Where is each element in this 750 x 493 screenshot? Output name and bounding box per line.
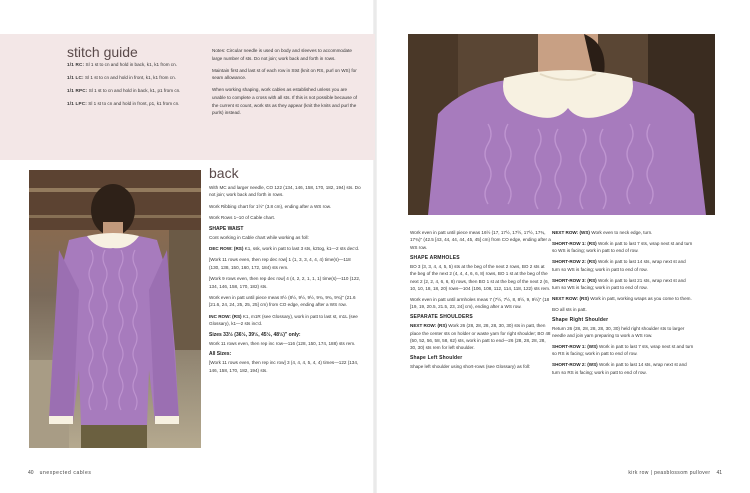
sizes-heading: Sizes 33½ (36½, 39½, 45½, 48½)" only:	[209, 331, 301, 338]
instruction-paragraph: BO 3 (3, 3, 4, 4, 5, 5) sts at the beg of the next 2 rows, BO 2 sts at the beg of the next 2 (4, 4, 4, 6, 6, 8) rows, BO 1 st at the beg of the next 2 (2, 2, 4, 6, 6, 8) rows, then BO 1 st at the beg of the next 2 (6, 10, 10, 18, 18, 20) rows—104 (106, 108, 112, 114, 118, 122) sts rem.	[410, 263, 551, 291]
book-title: kirk row | peasblossom pullover	[628, 470, 711, 476]
instructions-column-right	[552, 229, 694, 380]
next-row-paragraph: NEXT ROW: (RS) Work 26 (28, 28, 28, 28, 30, 30) sts in patt, then place the center sts on holder or waste yarn for right shoulder; BO 48 (50, 52, 56, 58, 58, 62) sts, work in patt to end—26 (28, 28, 28, 28, 30, 30) sts rem for left shoulder.	[410, 323, 551, 351]
instruction-paragraph: Work even in patt until piece meas 16½ (17, 17½, 17½, 17½, 17¾, 17¾)" (42.5 [43, 44, 44, 44, 45, 45] cm) from CO edge, ending after a WS row.	[410, 230, 551, 250]
stitch-guide-title: stitch guide	[67, 44, 138, 60]
short-row-paragraph: SHORT-ROW 2: (RS) Work in patt to last 14 sts, wrap next st and turn so WS is facing; work in patt to end of row.	[552, 259, 686, 272]
instruction-paragraph: With MC and larger needle, CO 122 (134, 146, 158, 170, 182, 194) sts. Do not join; work back and forth in rows.	[209, 185, 361, 198]
instruction-paragraph: Shape left shoulder using short-rows (see Glossary) as foll:	[410, 364, 531, 370]
instruction-paragraph: Work Ribbing chart for 1½" (3.8 cm), ending after a WS row.	[209, 203, 332, 209]
instruction-paragraph: [Work 11 rows even, then rep dec row] 1 (1, 3, 3, 4, 4, 4) time(s)—118 (130, 138, 150, 160, 172, 184) sts rem.	[209, 257, 351, 270]
right-folio	[628, 470, 722, 476]
instruction-paragraph: [Work 9 rows even, then rep dec row] 4 (4, 2, 2, 1, 1, 1) time(s)—110 (122, 134, 146, 158, 170, 182) sts.	[209, 276, 361, 289]
stitch-guide-notes	[212, 47, 362, 121]
book-title: unexpected cables	[39, 470, 92, 476]
right-shoulder-heading: Shape Right Shoulder	[552, 316, 609, 323]
back-section-title: back	[209, 165, 239, 181]
instruction-paragraph: [Work 11 rows even, then rep inc row] 3 (4, 4, 4, 5, 4, 4) times—122 (134, 146, 158, 170, 182, 194) sts.	[209, 360, 359, 373]
note-paragraph: Maintain first and last st of each row in Stst (knit on RS, purl on WS) for seam allowance.	[212, 67, 357, 81]
instructions-column-left	[410, 229, 552, 374]
inc-row-paragraph: INC ROW: (RS) K1, m1R (see Glossary), work in patt to last st, m1L (see Glossary), k1—2 sts inc'd.	[209, 313, 358, 327]
back-view-illustration	[29, 170, 201, 448]
back-view-photo	[29, 170, 201, 448]
shape-waist-heading: SHAPE WAIST	[209, 225, 244, 232]
instruction-paragraph: Work 11 rows even, then rep inc row—116 (128, 150, 174, 188) sts rem.	[209, 340, 356, 346]
short-row-paragraph: SHORT-ROW 3: (RS) Work in patt to last 21 sts, wrap next st and turn so WS is facing; work in patt to end of row.	[552, 277, 686, 290]
stitch-guide-item: 1/1 RC: Sl 1 st to cn and hold in back, k1, k1 from cn.	[67, 62, 177, 67]
shape-armholes-heading: SHAPE ARMHOLES	[410, 254, 460, 261]
instruction-paragraph: Work Rows 1–10 of Cable chart.	[209, 215, 276, 221]
stitch-guide-item: 1/1 RPC: Sl 1 st to cn and hold in back, k1, p1 from cn.	[67, 88, 181, 94]
left-shoulder-heading: Shape Left Shoulder	[410, 355, 463, 362]
left-folio	[28, 470, 91, 476]
short-row-paragraph: NEXT ROW: (WS) Work even to neck edge, turn.	[552, 230, 653, 235]
stitch-guide-item: 1/1 LC: Sl 1 st to cn and hold in front, k1, k1 from cn.	[67, 75, 176, 81]
instruction-paragraph: Work even in patt until armholes meas 7 (7½, 7½, 8, 8½, 9, 9½)" (18 [19, 19, 20.5, 21.5, 23, 24] cm), ending after a WS row.	[410, 296, 550, 310]
front-view-illustration	[408, 34, 715, 215]
instruction-paragraph: Cont working in Cable chart while working as foll:	[209, 234, 309, 240]
instruction-paragraph: Return 26 (28, 28, 28, 28, 30, 30) held right shoulder sts to larger needle and join yarn preparing to work a WS row.	[552, 325, 685, 339]
short-row-paragraph: SHORT-ROW 1: (RS) Work in patt to last 7 sts, wrap next st and turn so WS is facing; work in patt to end of row.	[552, 240, 693, 254]
all-sizes-heading: All Sizes:	[209, 351, 232, 358]
page-number: 40	[28, 470, 34, 476]
page-number: 41	[716, 470, 722, 476]
back-instructions	[209, 184, 361, 378]
stitch-guide-item: 1/1 LPC: Sl 1 st to cn and hold in front, p1, k1 from cn.	[67, 101, 180, 107]
instruction-paragraph: BO all sts in patt.	[552, 306, 587, 312]
stitch-guide-list	[67, 61, 199, 113]
front-view-photo	[408, 34, 715, 215]
dec-row-paragraph: DEC ROW: (RS) K1, ssk, work in patt to last 3 sts, k2tog, k1—2 sts dec'd.	[209, 246, 360, 252]
instruction-paragraph: Work even in patt until piece meas 8½ (8½, 9½, 9½, 9¾, 9¾, 9¾)" (21.6 [21.6, 24, 24, 25, 25, 25] cm) from CO edge, ending after a WS row.	[209, 295, 356, 308]
note-paragraph: Notes: Circular needle is used on body and sleeves to accommodate large number of sts. Do not join; work back and forth in rows.	[212, 48, 352, 61]
separate-shoulders-heading: SEPARATE SHOULDERS	[410, 314, 473, 321]
short-row-paragraph: NEXT ROW: (RS) Work in patt, working wraps as you come to them.	[552, 295, 692, 301]
short-row-paragraph: SHORT-ROW 1: (WS) Work in patt to last 7 sts, wrap next st and turn so RS is facing; work in patt to end of row.	[552, 343, 694, 357]
short-row-paragraph: SHORT-ROW 2: (WS) Work in patt to last 14 sts, wrap next st and turn so RS is facing; work in patt to end of row.	[552, 362, 687, 375]
note-paragraph: When working shaping, work cables as established unless you are unable to complete a cross with all sts. If this is not possible because of the current st count, work sts as they appear (knit the knits and purl the purls) instead.	[212, 87, 358, 116]
